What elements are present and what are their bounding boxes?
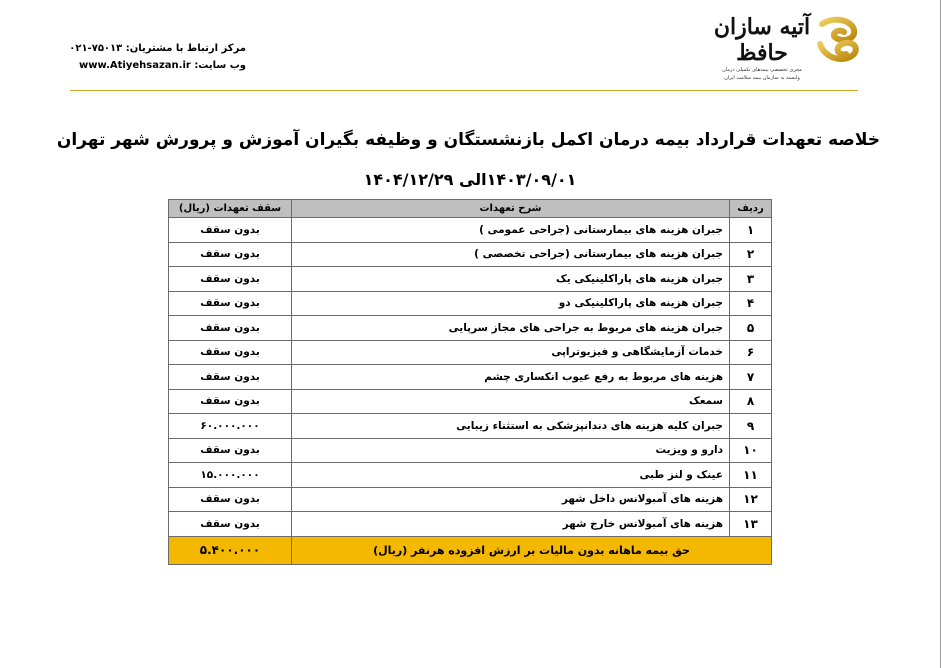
row-index: ۹ [730,414,772,439]
row-index: ۳ [730,267,772,292]
premium-label: حق بیمه ماهانه بدون مالیات بر ارزش افزوده هرنفر (ریال) [292,536,772,564]
row-cap: بدون سقف [169,365,292,390]
company-logo [708,8,858,81]
row-index: ۲ [730,242,772,267]
logo-tagline-1: مجری تخصصی بیمه‌های تکمیلی درمان [722,67,802,73]
row-index: ۵ [730,316,772,341]
table-row [169,438,772,463]
premium-total-row [169,536,772,564]
benefits-table [168,199,772,565]
document-period: ۱۴۰۳/۰۹/۰۱الی ۱۴۰۴/۱۲/۲۹ [363,170,577,189]
row-cap: ۱۵.۰۰۰.۰۰۰ [169,463,292,488]
row-description: جبران هزینه های پاراکلینیکی دو [292,291,730,316]
row-description: جبران هزینه های بیمارستانی (جراحی تخصصی ) [292,242,730,267]
row-cap: بدون سقف [169,267,292,292]
row-index: ۱۱ [730,463,772,488]
row-cap: ۶۰.۰۰۰.۰۰۰ [169,414,292,439]
row-cap: بدون سقف [169,487,292,512]
row-description: دارو و ویزیت [292,438,730,463]
row-index: ۷ [730,365,772,390]
website-line [78,57,246,74]
row-description: هزینه های آمبولانس خارج شهر [292,512,730,537]
header-description: شرح تعهدات [292,200,730,218]
logo-emblem-icon [814,14,860,72]
row-index: ۶ [730,340,772,365]
row-description: هزینه های آمبولانس داخل شهر [292,487,730,512]
row-description: عینک و لنز طبی [292,463,730,488]
table-row [169,242,772,267]
table-header-row [169,200,772,218]
row-cap: بدون سقف [169,291,292,316]
row-index: ۸ [730,389,772,414]
table-row [169,414,772,439]
table-row [169,512,772,537]
table-row [169,316,772,341]
row-index: ۴ [730,291,772,316]
row-cap: بدون سقف [169,438,292,463]
row-description: جبران کلیه هزینه های دندانپزشکی به استثناء زیبایی [292,414,730,439]
row-index: ۱۲ [730,487,772,512]
row-cap: بدون سقف [169,242,292,267]
table-row [169,340,772,365]
row-description: سمعک [292,389,730,414]
header-index: ردیف [730,200,772,218]
website-label: وب سایت: [194,60,246,71]
row-description: جبران هزینه های پاراکلینیکی یک [292,267,730,292]
row-index: ۱ [730,218,772,243]
row-index: ۱۰ [730,438,772,463]
logo-brand: آتیه سازان حافظ [713,14,811,66]
table-row [169,291,772,316]
row-description: جبران هزینه های بیمارستانی (جراحی عمومی ) [292,218,730,243]
table-row [169,218,772,243]
row-description: هزینه های مربوط به رفع عیوب انکساری چشم [292,365,730,390]
logo-tagline-2: وابسته به سازمان بیمه سلامت ایران [724,75,800,81]
row-cap: بدون سقف [169,340,292,365]
contact-phone-line [69,40,246,57]
row-cap: بدون سقف [169,218,292,243]
row-description: خدمات آزمایشگاهی و فیزیوتراپی [292,340,730,365]
document-title: خلاصه تعهدات قرارداد بیمه درمان اکمل بازنشستگان و وظیفه بگیران آموزش و پرورش شهر تهران [56,130,880,150]
table-row [169,487,772,512]
row-description: جبران هزینه های مربوط به جراحی های مجاز سرپایی [292,316,730,341]
contact-info [69,40,246,74]
row-cap: بدون سقف [169,389,292,414]
table-row [169,463,772,488]
row-cap: بدون سقف [169,512,292,537]
row-index: ۱۳ [730,512,772,537]
header-divider [70,90,858,91]
page-header [0,0,941,92]
table-row [169,365,772,390]
logo-text [712,14,812,82]
header-cap: سقف تعهدات (ریال) [169,200,292,218]
contact-phone[interactable]: ۰۲۱-۷۵۰۱۳ [69,43,123,54]
contact-label: مرکز ارتباط با مشتریان: [125,43,246,54]
table-row [169,267,772,292]
row-cap: بدون سقف [169,316,292,341]
website-link[interactable]: www.Atiyehsazan.ir [79,60,191,71]
premium-value: ۵.۴۰۰.۰۰۰ [169,536,292,564]
table-row [169,389,772,414]
